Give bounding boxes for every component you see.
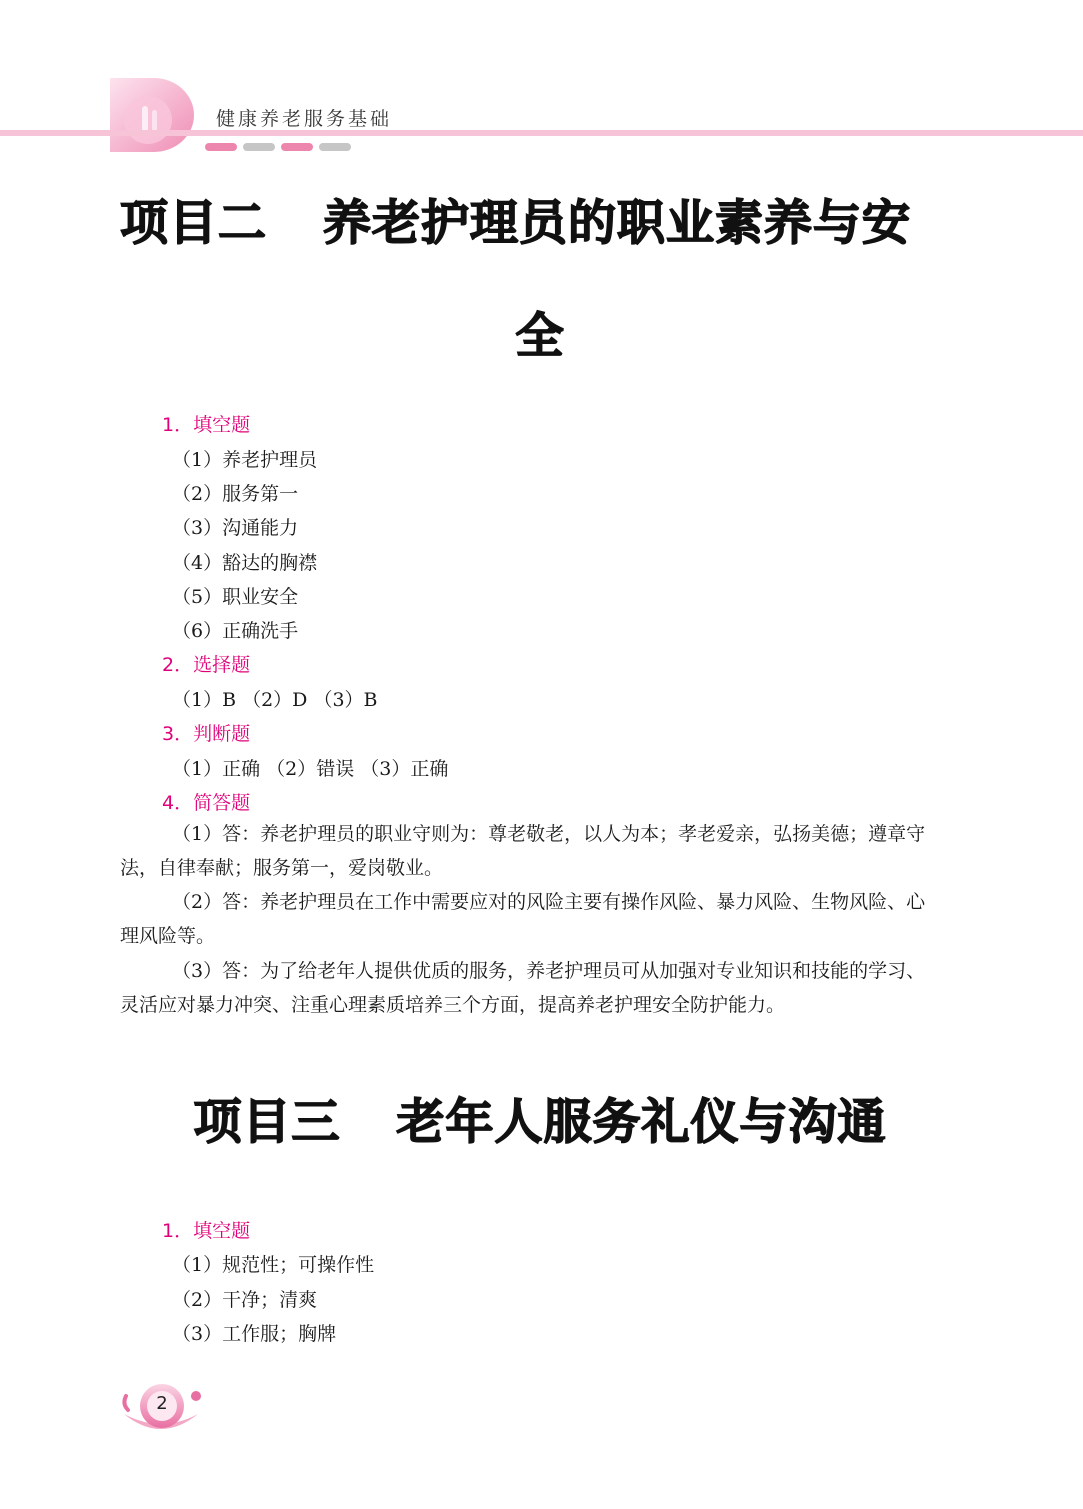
page-number: 2 xyxy=(156,1393,168,1414)
project3-fill-blank-label: 1．填空题 xyxy=(162,1220,251,1242)
header-rule xyxy=(0,130,1083,136)
book-title: 健康养老服务基础 xyxy=(216,108,393,130)
project3-heading xyxy=(120,1083,960,1152)
project2-title-continued: 全 xyxy=(515,308,565,364)
project2-short-answer-label: 4．简答题 xyxy=(162,792,251,814)
answer-line: （6）正确洗手 xyxy=(172,620,299,642)
short-answer-paragraph: （1）答：养老护理员的职业守则为：尊老敬老，以人为本；孝老爱亲，弘扬美德；遵章守法，自律奉献；服务第一，爱岗敬业。 xyxy=(120,823,926,879)
answer-line: （3）工作服；胸牌 xyxy=(172,1323,337,1345)
answer-line: （5）职业安全 xyxy=(172,586,299,608)
project2-choice-label: 2．选择题 xyxy=(162,654,251,676)
project2-heading xyxy=(120,184,960,366)
deco-bar-gray xyxy=(243,143,275,151)
judge-answers: （1）正确 （2）错误 （3）正确 xyxy=(172,758,449,780)
project3-number: 项目三 xyxy=(193,1094,341,1150)
project2-judge-label: 3．判断题 xyxy=(162,723,251,745)
header-logo-icon xyxy=(108,76,194,152)
deco-bar-pink xyxy=(281,143,313,151)
short-answer-paragraph: （3）答：为了给老年人提供优质的服务，养老护理员可从加强对专业知识和技能的学习、灵活应对暴力冲突、注重心理素质培养三个方面，提高养老护理安全防护能力。 xyxy=(120,960,926,1016)
project2-title: 养老护理员的职业素养与安 xyxy=(323,195,912,251)
project3-title: 老年人服务礼仪与沟通 xyxy=(396,1094,887,1150)
deco-bar-gray xyxy=(319,143,351,151)
answer-line: （2）服务第一 xyxy=(172,483,299,505)
project2-fill-blank-label: 1．填空题 xyxy=(162,414,251,436)
answer-line: （2）干净；清爽 xyxy=(172,1289,318,1311)
deco-bar-pink xyxy=(205,143,237,151)
choice-answers: （1）B （2）D （3）B xyxy=(172,689,378,711)
project2-number: 项目二 xyxy=(120,195,268,251)
answer-line: （1）规范性；可操作性 xyxy=(172,1254,375,1276)
answer-line: （3）沟通能力 xyxy=(172,517,299,539)
answer-line: （1）养老护理员 xyxy=(172,449,318,471)
decorative-bars xyxy=(205,143,351,151)
answer-line: （4）豁达的胸襟 xyxy=(172,552,318,574)
short-answer-paragraph: （2）答：养老护理员在工作中需要应对的风险主要有操作风险、暴力风险、生物风险、心理风险等。 xyxy=(120,891,926,947)
